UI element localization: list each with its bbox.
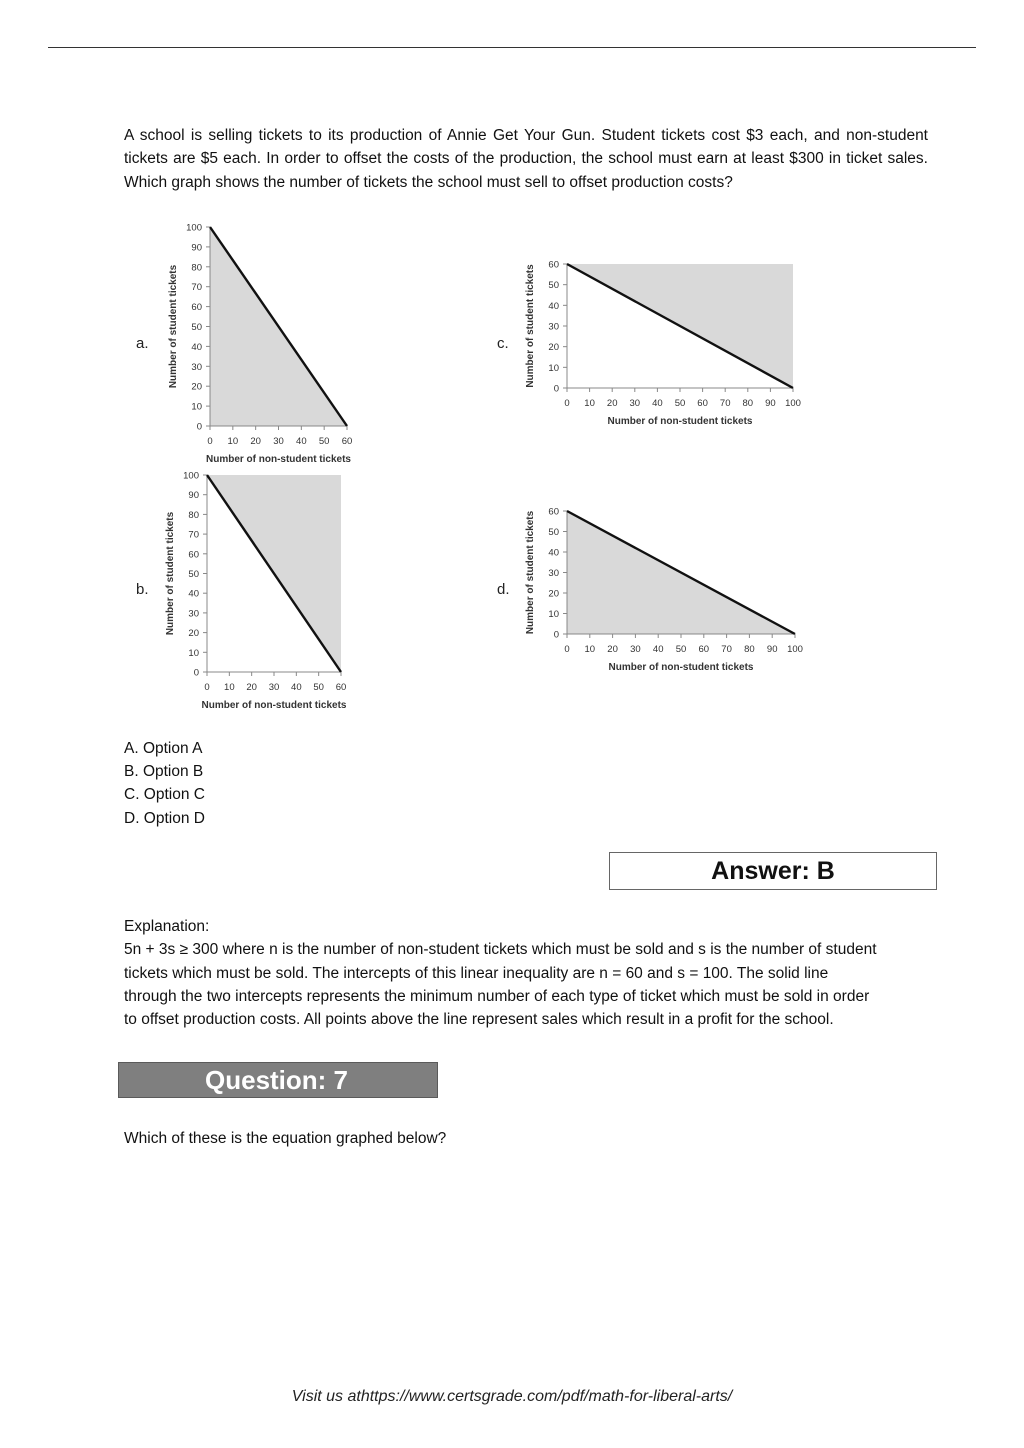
answer-box: Answer: B — [609, 852, 937, 890]
footer-link[interactable]: Visit us athttps://www.certsgrade.com/pdf/math-for-liberal-arts/ — [291, 1388, 733, 1405]
y-tick-label: 60 — [548, 506, 559, 518]
graph-a — [160, 215, 380, 475]
x-tick-label: 20 — [246, 682, 257, 693]
x-tick-label: 30 — [629, 398, 641, 409]
y-tick-label: 50 — [191, 322, 202, 333]
y-tick-label: 50 — [548, 527, 559, 538]
x-tick-label: 0 — [564, 398, 570, 409]
x-tick-label: 100 — [785, 398, 801, 409]
x-tick-label: 10 — [584, 644, 596, 655]
y-tick-label: 80 — [188, 509, 199, 521]
x-tick-label: 60 — [698, 644, 710, 655]
x-tick-label: 0 — [207, 436, 213, 447]
x-tick-label: 90 — [765, 398, 776, 409]
y-tick-label: 10 — [548, 609, 559, 620]
next-question-text: Which of these is the equation graphed below? — [124, 1130, 447, 1147]
y-tick-label: 60 — [191, 302, 202, 314]
y-tick-label: 10 — [191, 401, 202, 413]
option-c[interactable]: C. Option C — [124, 786, 205, 804]
x-tick-label: 60 — [697, 398, 708, 409]
x-tick-label: 80 — [742, 398, 754, 409]
y-tick-label: 20 — [548, 588, 559, 600]
x-tick-label: 40 — [291, 682, 302, 693]
x-tick-label: 50 — [318, 436, 330, 447]
y-tick-label: 50 — [188, 569, 199, 580]
y-tick-label: 0 — [196, 421, 202, 433]
y-tick-label: 30 — [548, 321, 559, 333]
y-tick-label: 40 — [191, 341, 202, 353]
y-tick-label: 20 — [548, 342, 559, 354]
x-tick-label: 10 — [584, 398, 595, 409]
x-tick-label: 40 — [296, 436, 307, 447]
answer-options — [124, 737, 205, 830]
graph-letter-b: b. — [136, 581, 149, 598]
x-tick-label: 40 — [652, 398, 663, 409]
y-tick-label: 10 — [548, 362, 559, 374]
explanation-body: 5n + 3s ≥ 300 where n is the number of non-student tickets which must be sold and s is the number of student tickets which must be sold. The intercepts of this linear inequality are n = 60 and s = 100. The solid line through the two intercepts represents the minimum number of each type of ticket which must be sold in order to offset production costs. All points above the line represent sales which result in a profit for the school. — [124, 941, 877, 1029]
x-tick-label: 90 — [766, 644, 778, 655]
y-tick-label: 40 — [188, 588, 199, 600]
y-tick-label: 10 — [188, 647, 199, 659]
y-tick-label: 90 — [191, 242, 202, 254]
y-tick-label: 100 — [186, 222, 202, 234]
y-axis-label: Number of student tickets — [525, 510, 536, 635]
y-tick-label: 80 — [191, 262, 202, 274]
x-tick-label: 10 — [224, 682, 235, 693]
y-tick-label: 70 — [188, 529, 199, 541]
header-rule — [48, 47, 976, 48]
x-axis-label: Number of non-student tickets — [607, 416, 753, 427]
y-axis-label: Number of student tickets — [165, 511, 176, 636]
graph-letter-d: d. — [497, 581, 510, 598]
y-tick-label: 60 — [548, 259, 559, 271]
x-tick-label: 30 — [268, 682, 280, 693]
x-tick-label: 20 — [607, 644, 618, 655]
x-tick-label: 70 — [721, 644, 732, 655]
y-tick-label: 0 — [553, 629, 559, 641]
x-tick-label: 30 — [273, 436, 284, 447]
graph-c — [520, 255, 820, 435]
y-tick-label: 90 — [188, 490, 199, 502]
y-tick-label: 40 — [548, 300, 559, 312]
y-tick-label: 0 — [193, 667, 199, 679]
explanation — [124, 915, 884, 1031]
question-banner: Question: 7 — [118, 1062, 438, 1098]
x-axis-label: Number of non-student tickets — [205, 454, 352, 465]
graph-b — [160, 465, 380, 720]
option-a[interactable]: A. Option A — [124, 740, 203, 757]
x-tick-label: 30 — [630, 644, 641, 655]
y-tick-label: 30 — [191, 361, 202, 373]
x-tick-label: 70 — [719, 398, 731, 409]
option-d[interactable]: D. Option D — [124, 809, 205, 827]
x-tick-label: 40 — [652, 644, 664, 655]
y-axis-label: Number of student tickets — [525, 264, 536, 388]
option-b[interactable]: B. Option B — [124, 763, 204, 781]
x-tick-label: 20 — [250, 436, 261, 447]
y-tick-label: 70 — [191, 282, 202, 294]
y-tick-label: 0 — [553, 383, 559, 395]
y-tick-label: 20 — [188, 628, 199, 640]
x-tick-label: 50 — [313, 682, 324, 693]
x-tick-label: 10 — [227, 436, 239, 447]
x-tick-label: 80 — [744, 644, 755, 655]
y-tick-label: 60 — [188, 549, 199, 561]
y-tick-label: 20 — [191, 381, 202, 393]
x-tick-label: 0 — [564, 644, 570, 655]
y-tick-label: 100 — [183, 470, 199, 482]
explanation-heading: Explanation: — [124, 918, 210, 935]
x-tick-label: 20 — [606, 398, 618, 409]
graph-d — [520, 500, 820, 680]
x-axis-label: Number of non-student tickets — [608, 662, 754, 673]
y-tick-label: 50 — [548, 280, 559, 292]
graph-letter-c: c. — [497, 335, 509, 352]
y-tick-label: 30 — [548, 568, 559, 579]
x-axis-label: Number of non-student tickets — [201, 700, 347, 711]
y-tick-label: 40 — [548, 547, 559, 559]
y-axis-label: Number of student tickets — [168, 264, 179, 389]
x-tick-label: 60 — [341, 436, 353, 447]
x-tick-label: 0 — [204, 682, 210, 693]
question-text: A school is selling tickets to its production of Annie Get Your Gun. Student tickets cost $3 each, and non-student tickets are $5 each. In order to offset the costs of the production, the school must earn at least $300 in ticket sales. Which graph shows the number of tickets the school must sell to offset production costs? — [124, 127, 928, 191]
x-tick-label: 100 — [787, 644, 803, 655]
x-tick-label: 60 — [335, 682, 347, 693]
x-tick-label: 50 — [674, 398, 686, 409]
y-tick-label: 30 — [188, 608, 199, 620]
x-tick-label: 50 — [675, 644, 687, 655]
graph-letter-a: a. — [136, 335, 149, 352]
